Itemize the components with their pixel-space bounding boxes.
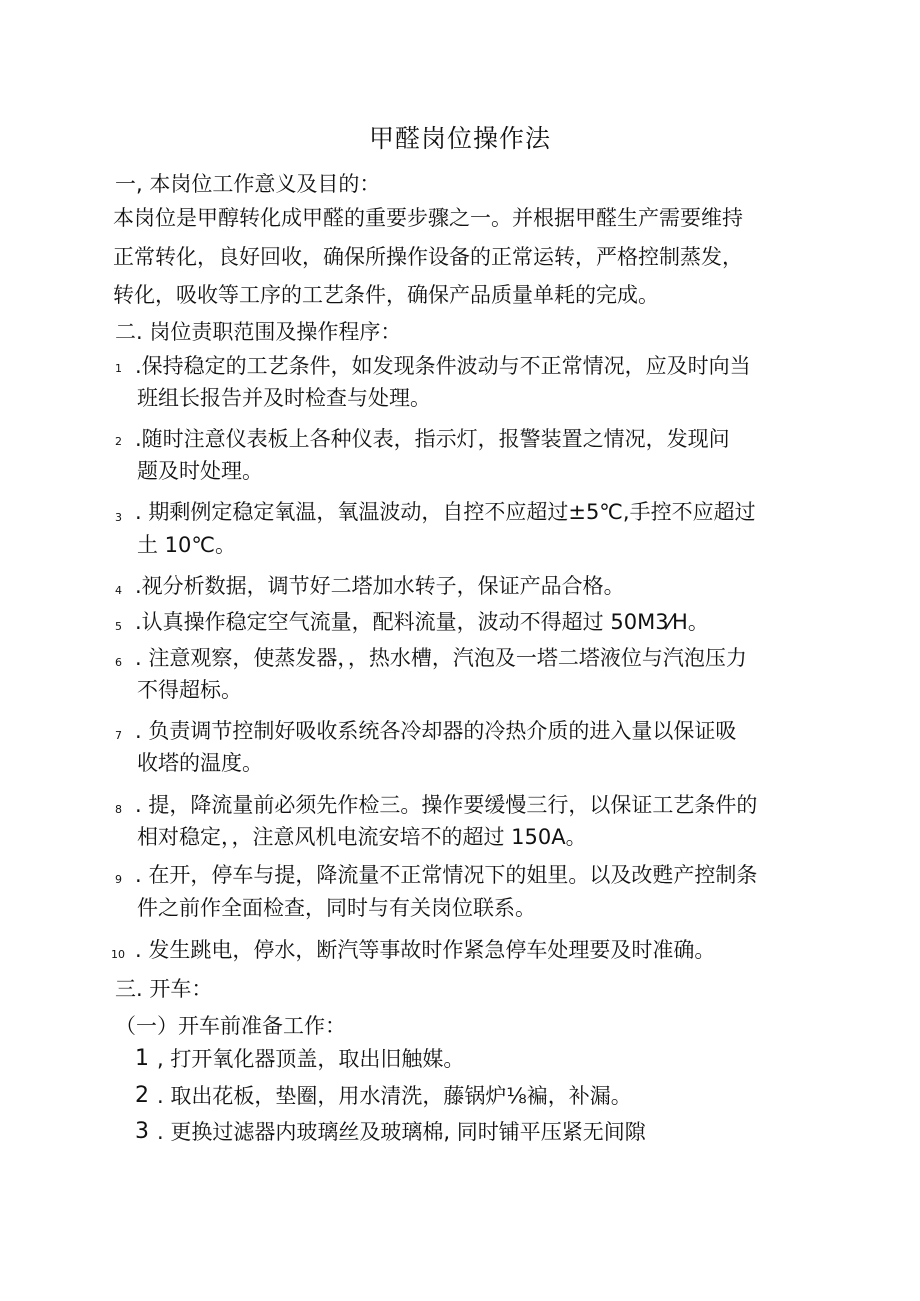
list-item-number: 1 bbox=[115, 362, 122, 375]
list-item-number: 2 bbox=[115, 435, 122, 448]
section-3-subheading: （一）开车前准备工作： bbox=[115, 1014, 346, 1038]
list-item-line: .认真操作稳定空气流量，配料流量，波动不得超过 50M3⁄H。 bbox=[135, 610, 709, 634]
list-item-line: 不得超标。 bbox=[137, 678, 242, 702]
step-text: . 更换过滤器内玻璃丝及玻璃棉, 同时铺平压紧无间隙 bbox=[157, 1120, 646, 1144]
list-item-number: 10 bbox=[111, 948, 125, 961]
section-2-heading: 二. 岗位责职范围及操作程序： bbox=[115, 320, 402, 344]
list-item-line: .随时注意仪表板上各种仪表，指示灯，报警装置之情况，发现问 bbox=[135, 427, 730, 451]
list-item-line: . 注意观察，使蒸发器，，热水槽，汽泡及一塔二塔液位与汽泡压力 bbox=[135, 646, 747, 670]
section-1-paragraph-line: 正常转化，良好回收，确保所操作设备的正常运转，严格控制蒸发， bbox=[113, 245, 743, 269]
step-number: 2 bbox=[135, 1083, 149, 1108]
step-text: , 打开氧化器顶盖，取出旧触媒。 bbox=[157, 1047, 465, 1071]
document-title: 甲醛岗位操作法 bbox=[368, 124, 551, 153]
list-item-number: 3 bbox=[115, 511, 122, 524]
section-1-paragraph-line: 本岗位是甲醇转化成甲醛的重要步骤之一。并根据甲醛生产需要维持 bbox=[113, 206, 743, 230]
list-item-line: . 发生跳电，停水，断汽等事故时作紧急停车处理要及时准确。 bbox=[135, 938, 716, 962]
list-item-line: .保持稳定的工艺条件，如发现条件波动与不正常情况，应及时向当 bbox=[135, 354, 751, 378]
step-number: 1 bbox=[135, 1046, 149, 1071]
list-item-line: .视分析数据，调节好二塔加水转子，保证产品合格。 bbox=[135, 574, 625, 598]
section-1-heading: 一, 本岗位工作意义及目的： bbox=[115, 172, 381, 196]
list-item-number: 4 bbox=[115, 584, 122, 597]
list-item-number: 6 bbox=[115, 656, 122, 669]
section-3-heading: 三. 开车： bbox=[115, 977, 213, 1001]
list-item-number: 5 bbox=[115, 620, 122, 633]
list-item-line: 收塔的温度。 bbox=[137, 751, 263, 775]
list-item-number: 8 bbox=[115, 803, 122, 816]
list-item-line: 题及时处理。 bbox=[137, 459, 263, 483]
list-item-line: . 提，降流量前必须先作检三。操作要缓慢三行，以保证工艺条件的 bbox=[135, 793, 758, 817]
list-item-line: . 在开，停车与提，降流量不正常情况下的姐里。以及改甦产控制条 bbox=[135, 863, 758, 887]
list-item-line: 件之前作全面检查，同时与有关岗位联系。 bbox=[137, 896, 536, 920]
list-item-number: 7 bbox=[115, 729, 122, 742]
step-number: 3 bbox=[135, 1119, 149, 1144]
section-1-paragraph-line: 转化，吸收等工序的工艺条件，确保产品质量单耗的完成。 bbox=[113, 283, 659, 307]
step-text: . 取出花板，垫圈，用水清洗，藤锅炉⅛褊，补漏。 bbox=[157, 1084, 632, 1108]
list-item-line: 土 10℃。 bbox=[137, 533, 236, 557]
list-item-number: 9 bbox=[115, 873, 122, 886]
list-item-line: 相对稳定，，注意风机电流安培不的超过 150A。 bbox=[137, 825, 587, 849]
list-item-line: . 期剩例定稳定氧温，氧温波动，自控不应超过±5℃,手控不应超过 bbox=[135, 500, 756, 524]
list-item-line: 班组长报告并及时检查与处理。 bbox=[137, 386, 431, 410]
list-item-line: . 负责调节控制好吸收系统各冷却器的冷热介质的进入量以保证吸 bbox=[135, 719, 737, 743]
